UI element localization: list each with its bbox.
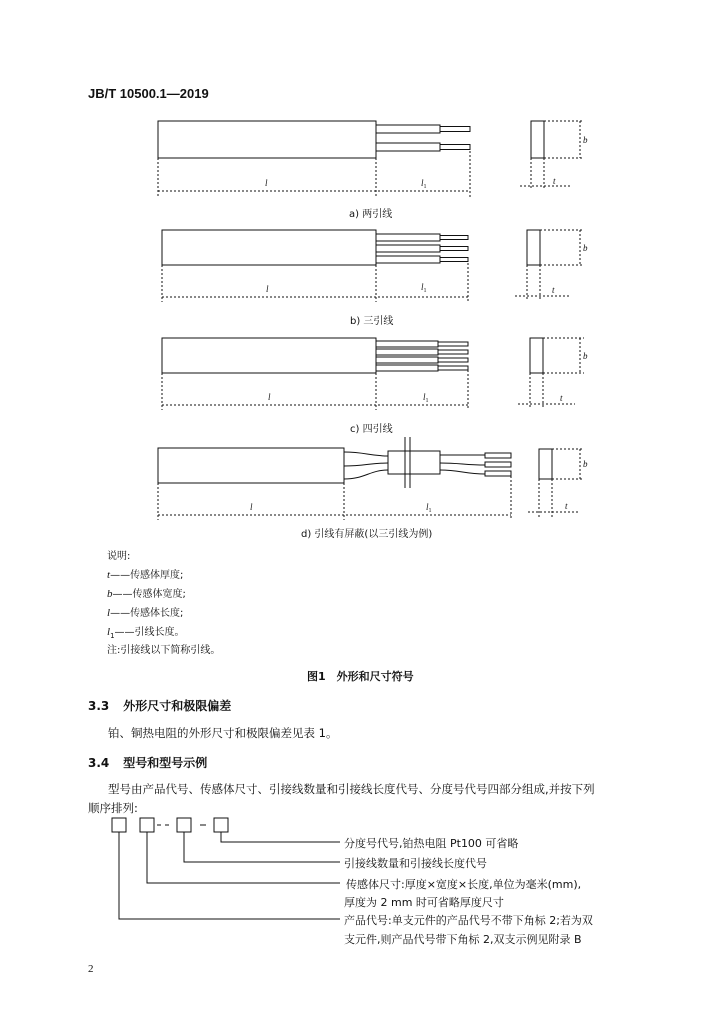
caption-c: c) 四引线 — [350, 424, 393, 435]
sensor-b — [162, 230, 584, 302]
section-3-4-body-line1: 型号由产品代号、传感体尺寸、引接线数量和引接线长度代号、分度号代号四部分组成,并按下列 — [108, 782, 595, 796]
label-graduation-code: 分度号代号,铂热电阻 Pt100 可省略 — [344, 837, 519, 850]
dim-b-b: b — [583, 243, 588, 253]
sensor-c — [162, 338, 584, 410]
caption-a: a) 两引线 — [349, 209, 393, 220]
dim-l1-b: $l_1$ — [421, 282, 427, 294]
dim-l1-a: $l_1$ — [421, 178, 427, 190]
dim-l-d: l — [250, 502, 253, 512]
dim-t-c: t — [560, 393, 563, 403]
label-sensor-size-line2: 厚度为 2 mm 时可省略厚度尺寸 — [344, 896, 504, 909]
dim-b-a: b — [583, 135, 588, 145]
label-sensor-size-line1: 传感体尺寸:厚度×宽度×长度,单位为毫米(mm), — [346, 878, 582, 891]
dim-l1-d: $l_1$ — [426, 502, 432, 514]
figure-note: 注:引接线以下简称引线。 — [107, 645, 221, 656]
section-3-4-heading: 3.4 型号和型号示例 — [88, 756, 208, 770]
dim-b-d: b — [583, 459, 588, 469]
page-number: 2 — [88, 963, 94, 975]
legend-item-l: l——传感体长度; — [107, 607, 184, 619]
section-3-3-heading: 3.3 外形尺寸和极限偏差 — [88, 699, 232, 713]
dim-l-a: l — [265, 178, 268, 188]
document-code: JB/T 10500.1—2019 — [88, 86, 209, 101]
section-3-3-body: 铂、铜热电阻的外形尺寸和极限偏差见表 1。 — [108, 726, 338, 740]
label-lead-code: 引接线数量和引接线长度代号 — [344, 857, 487, 870]
sensor-d — [158, 437, 584, 520]
label-product-code-line2: 支元件,则产品代号带下角标 2,双支示例见附录 B — [344, 933, 582, 946]
dim-t-a: t — [553, 176, 556, 186]
legend-item-l1: $l_1——$引线长度。 — [107, 626, 185, 640]
figure-title: 图1 外形和尺寸符号 — [307, 670, 414, 683]
dim-l1-c: $l_1$ — [423, 392, 429, 404]
caption-b: b) 三引线 — [350, 316, 394, 327]
dim-l-c: l — [268, 392, 271, 402]
dim-t-b: t — [552, 285, 555, 295]
legend-item-t: t——传感体厚度; — [107, 569, 184, 581]
caption-d: d) 引线有屏蔽(以三引线为例) — [301, 529, 433, 540]
model-code-diagram — [112, 818, 340, 919]
label-product-code-line1: 产品代号:单支元件的产品代号不带下角标 2;若为双 — [344, 914, 593, 927]
legend-title: 说明: — [107, 551, 131, 562]
dim-l-b: l — [266, 284, 269, 294]
dim-b-c: b — [583, 351, 588, 361]
legend-item-b: b——传感体宽度; — [107, 588, 186, 600]
dim-t-d: t — [565, 501, 568, 511]
section-3-4-body-line2: 顺序排列: — [88, 801, 138, 815]
sensor-a — [158, 121, 584, 197]
